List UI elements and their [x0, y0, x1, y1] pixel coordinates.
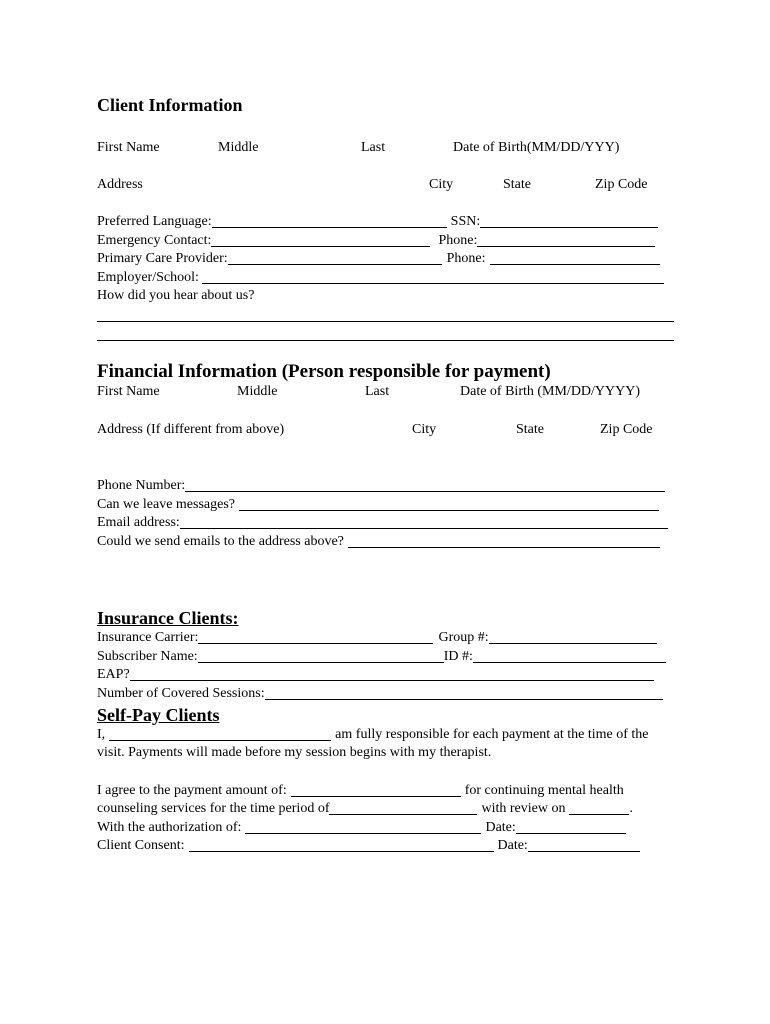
consent-date-label: Date: — [497, 838, 528, 853]
leave-messages-field[interactable] — [239, 498, 659, 511]
preferred-language-row — [97, 214, 658, 230]
send-emails-label: Could we send emails to the address above? — [97, 534, 344, 549]
financial-info-title: Financial Information (Person responsible for payment) — [97, 361, 551, 382]
time-period-field[interactable] — [329, 802, 477, 815]
fin-middle-label: Middle — [237, 384, 278, 399]
preferred-language-label: Preferred Language: — [97, 214, 212, 229]
employer-row — [97, 270, 664, 286]
authorization-date-field[interactable] — [516, 821, 626, 834]
primary-care-row — [97, 251, 660, 267]
employer-label: Employer/School: — [97, 270, 199, 285]
payment-amount-label: I agree to the payment amount of: — [97, 783, 287, 798]
hear-about-label: How did you hear about us? — [97, 288, 255, 303]
fin-phone-field[interactable] — [185, 479, 665, 492]
leave-messages-label: Can we leave messages? — [97, 497, 235, 512]
client-city-label: City — [429, 177, 454, 192]
time-period-row — [97, 801, 633, 817]
send-emails-row — [97, 534, 660, 550]
carrier-field[interactable] — [198, 631, 433, 644]
primary-care-phone-field[interactable] — [490, 252, 660, 265]
ssn-label: SSN: — [450, 214, 481, 229]
consent-row — [97, 838, 640, 854]
fin-state-label: State — [516, 422, 544, 437]
emergency-phone-label: Phone: — [438, 233, 478, 248]
primary-care-label: Primary Care Provider: — [97, 251, 228, 266]
selfpay-title: Self-Pay Clients — [97, 705, 220, 725]
client-address-label: Address — [97, 177, 143, 192]
ssn-field[interactable] — [480, 215, 658, 228]
fin-dob-label: Date of Birth (MM/DD/YYYY) — [460, 384, 641, 399]
continuing-text: for continuing mental health — [464, 783, 624, 798]
client-first-name-label: First Name — [97, 140, 160, 155]
client-state-label: State — [503, 177, 531, 192]
primary-care-field[interactable] — [228, 252, 442, 265]
eap-row — [97, 667, 654, 683]
time-period-label: counseling services for the time period of — [97, 801, 330, 816]
selfpay-visit-text: visit. Payments will made before my session begins with my therapist. — [97, 745, 492, 760]
fin-first-name-label: First Name — [97, 384, 160, 399]
client-dob-label: Date of Birth(MM/DD/YYY) — [453, 140, 620, 155]
consent-field[interactable] — [189, 839, 494, 852]
authorization-date-label: Date: — [485, 820, 516, 835]
authorization-row — [97, 820, 626, 836]
emergency-contact-field[interactable] — [211, 234, 430, 247]
id-field[interactable] — [473, 650, 666, 663]
selfpay-i-label: I, — [97, 727, 106, 742]
leave-messages-row — [97, 497, 659, 513]
client-middle-label: Middle — [218, 140, 259, 155]
payment-amount-row — [97, 783, 624, 799]
selfpay-name-field[interactable] — [109, 728, 331, 741]
id-label: ID #: — [443, 649, 473, 664]
subscriber-field[interactable] — [198, 650, 444, 663]
emergency-phone-field[interactable] — [477, 234, 655, 247]
fin-zip-label: Zip Code — [600, 422, 653, 437]
email-label: Email address: — [97, 515, 180, 530]
sessions-row — [97, 686, 663, 702]
fin-phone-label: Phone Number: — [97, 478, 186, 493]
primary-care-phone-label: Phone: — [446, 251, 486, 266]
consent-label: Client Consent: — [97, 838, 185, 853]
email-row — [97, 515, 668, 531]
eap-field[interactable] — [130, 668, 654, 681]
selfpay-responsible-text: am fully responsible for each payment at the time of the — [335, 727, 649, 742]
emergency-contact-row — [97, 233, 655, 249]
group-field[interactable] — [489, 631, 657, 644]
emergency-contact-label: Emergency Contact: — [97, 233, 212, 248]
consent-date-field[interactable] — [528, 839, 640, 852]
subscriber-row — [97, 649, 666, 665]
hear-about-field-2[interactable] — [97, 340, 674, 341]
fin-phone-row — [97, 478, 665, 494]
client-zip-label: Zip Code — [595, 177, 648, 192]
review-field[interactable] — [569, 802, 629, 815]
sessions-field[interactable] — [265, 687, 663, 700]
group-label: Group #: — [438, 630, 489, 645]
employer-field[interactable] — [202, 271, 664, 284]
review-label: with review on — [481, 801, 566, 816]
carrier-label: Insurance Carrier: — [97, 630, 199, 645]
fin-address-label: Address (If different from above) — [97, 422, 285, 437]
client-last-label: Last — [361, 140, 386, 155]
preferred-language-field[interactable] — [212, 215, 447, 228]
authorization-field[interactable] — [245, 821, 481, 834]
insurance-title: Insurance Clients: — [97, 608, 239, 628]
carrier-row — [97, 630, 657, 646]
fin-last-label: Last — [365, 384, 390, 399]
fin-city-label: City — [412, 422, 437, 437]
payment-amount-field[interactable] — [291, 784, 461, 797]
authorization-label: With the authorization of: — [97, 820, 242, 835]
sessions-label: Number of Covered Sessions: — [97, 686, 265, 701]
selfpay-responsible-row — [97, 727, 649, 743]
review-period: . — [629, 801, 633, 816]
send-emails-field[interactable] — [348, 535, 660, 548]
email-field[interactable] — [180, 516, 668, 529]
subscriber-label: Subscriber Name: — [97, 649, 198, 664]
client-info-title: Client Information — [97, 95, 243, 115]
hear-about-field-1[interactable] — [97, 321, 674, 322]
eap-label: EAP? — [97, 667, 130, 682]
